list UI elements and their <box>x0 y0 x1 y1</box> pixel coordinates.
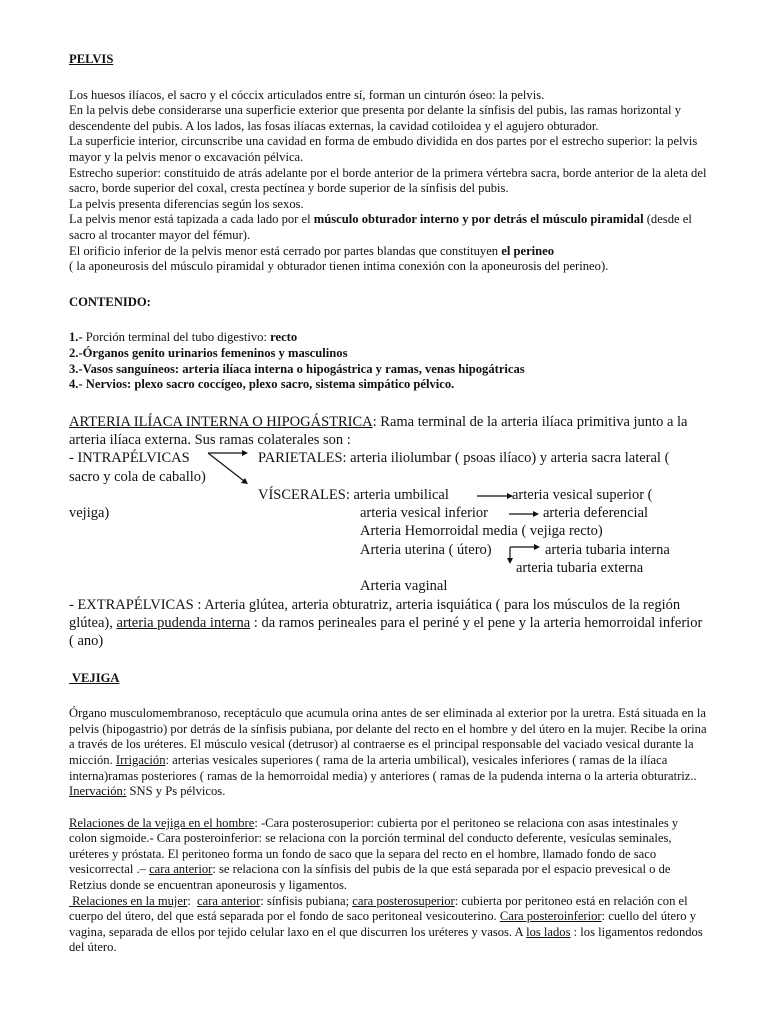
contenido-item-3: 3.-Vasos sanguíneos: arteria ilíaca interna o hipogástrica y ramas, venas hipogátricas <box>69 361 525 376</box>
intro-aponeurosis: ( la aponeurosis del músculo piramidal y obturador tienen intima conexión con la aponeurosis del perineo). <box>69 259 609 274</box>
intro-perineo: El orificio inferior de la pelvis menor está cerrado por partes blandas que constituyen el perineo <box>69 243 555 258</box>
intro-muscles: La pelvis menor está tapizada a cada lado por el músculo obturador interno y por detrás el músculo piramidal (desde el sacro al trocanter mayor del fémur). <box>69 212 692 242</box>
arteria-heading: ARTERIA ILÍACA INTERNA O HIPOGÁSTRICA: Rama terminal de la arteria ilíaca primitiva junto a la arteria ilíaca externa. Sus ramas colaterales son : <box>69 413 688 448</box>
arteria-section: ARTERIA ILÍACA INTERNA O HIPOGÁSTRICA: Rama terminal de la arteria ilíaca primitiva junto a la arteria ilíaca externa. Sus ramas colaterales son : - INTRAPÉLVICAS PARIETALES: arteria iliolumbar ( psoas ilíaco) y arteria sacra lateral ( sacro y cola de caballo) VÍSCERALES: arteria umbilical arteria vesical superior ( vejiga) arteria vesical inferior arteria deferencial Arteria Hemorroidal media ( vejiga recto) Arteria uterina ( útero) arteria tubaria interna arteria tubaria externa Arteria vaginal - EXTRAPÉLVICAS : Arteria glútea, arteria obturatriz, arteria isquiática ( para los músculos de la región glútea), arteria pudenda interna : da ramos perineales para el periné y el pene y la arteria hemorroidal inferior ( ano) <box>69 413 709 651</box>
intro-line-5: La pelvis presenta diferencias según los sexos. <box>69 196 304 211</box>
viscerales-row: VÍSCERALES: arteria umbilical arteria vesical superior ( <box>258 486 653 503</box>
vejiga-title: VEJIGA <box>69 670 120 685</box>
relaciones-hombre: Relaciones de la vejiga en el hombre: -Cara posterosuperior: cubierta por el peritoneo se relaciona con asas intestinales y colon sigmoide.- Cara posteroinferior: se relaciona con la porción terminal del conducto deferente, vesículas seminales, uréteres y próstata. El peritoneo forma un fondo de saco que la separa del recto en el hombre, llamado fondo de saco vesicorrectal .– cara anterior: se relaciona con la sínfisis del pubis de la que está separada por el espacio prevesical o de Retzius donde se encuentran aponeurosis y ligamentos. <box>69 815 679 893</box>
relaciones-mujer: Relaciones en la mujer: cara anterior: sínfisis pubiana; cara posterosuperior: cubierta por peritoneo está en relación con el cuerpo del útero, del que está separada por el fondo de saco peritoneal vesicouterino. Cara posteroinferior: cuello del útero y vagina, separada de ellos por tejido celular laxo en el que discurren los uréteres y vasos. A los lados : los ligamentos redondos del útero. <box>69 893 703 955</box>
arrow-right-icon <box>477 492 513 500</box>
contenido-item-1: 1.- Porción terminal del tubo digestivo: recto <box>69 330 298 345</box>
contenido-title: CONTENIDO: <box>69 294 151 309</box>
intro-line-2: En la pelvis debe considerarse una superficie exterior que presenta por delante la sínfisis del pubis, las ramas horizontal y descendente del pubis. A los lados, las fosas ilíacas externas, la cavidad cotiloidea y el agujero obturador. <box>69 103 681 133</box>
arrow-right-icon <box>509 510 539 518</box>
contenido-item-2: 2.-Órganos genito urinarios femeninos y masculinos <box>69 345 348 360</box>
pelvis-title: PELVIS <box>69 52 114 66</box>
pelvis-intro <box>69 88 709 275</box>
document-page <box>69 52 709 956</box>
vejiga-paragraph: Órgano musculomembranoso, receptáculo que acumula orina antes de ser eliminada al exterior por la uretra. Está situada en la pelvis (hipogastrio) por detrás de la sínfisis pubiana, por delante del recto en el hombre y del útero en la mujer. Recibe la orina a través de los uréteres. El músculo vesical (detrusor) al contraerse es el principal responsable del vaciado vesical durante la micción. Irrigación: arterias vesicales superiores ( rama de la arteria umbilical), vesicales inferiores ( ramas de la ilíaca interna)ramas posteriores ( ramas de la hemorroidal media) y anteriores ( ramas de la pudenda interna o la arteria obturatriz.. Inervación: SNS y Ps pélvicos. <box>69 706 707 799</box>
intro-line-4: Estrecho superior: constituido de atrás adelante por el borde anterior de la primera vértebra sacra, borde anterior de la aleta del sacro, borde superior del coxal, cresta pectínea y borde superior de la sínfisis del pubis. <box>69 165 707 196</box>
intrapelvicas-row: - INTRAPÉLVICAS PARIETALES: arteria iliolumbar ( psoas ilíaco) y arteria sacra lateral ( <box>69 449 709 467</box>
extrapelvicas: - EXTRAPÉLVICAS : Arteria glútea, arteria obturatriz, arteria isquiática ( para los músculos de la región glútea), arteria pudenda interna : da ramos perineales para el periné y el pene y la arteria hemorroidal inferior ( ano) <box>69 596 703 650</box>
contenido-item-4: 4.- Nervios: plexo sacro coccígeo, plexo sacro, sistema simpático pélvico. <box>69 377 455 392</box>
intro-line-3: La superficie interior, circunscribe una cavidad en forma de embudo dividida en dos partes por el estrecho superior: la pelvis mayor y la pelvis menor o excavación pélvica. <box>69 134 698 164</box>
intro-line-1: Los huesos ilíacos, el sacro y el cóccix articulados entre sí, forman un cinturón óseo: la pelvis. <box>69 87 545 102</box>
